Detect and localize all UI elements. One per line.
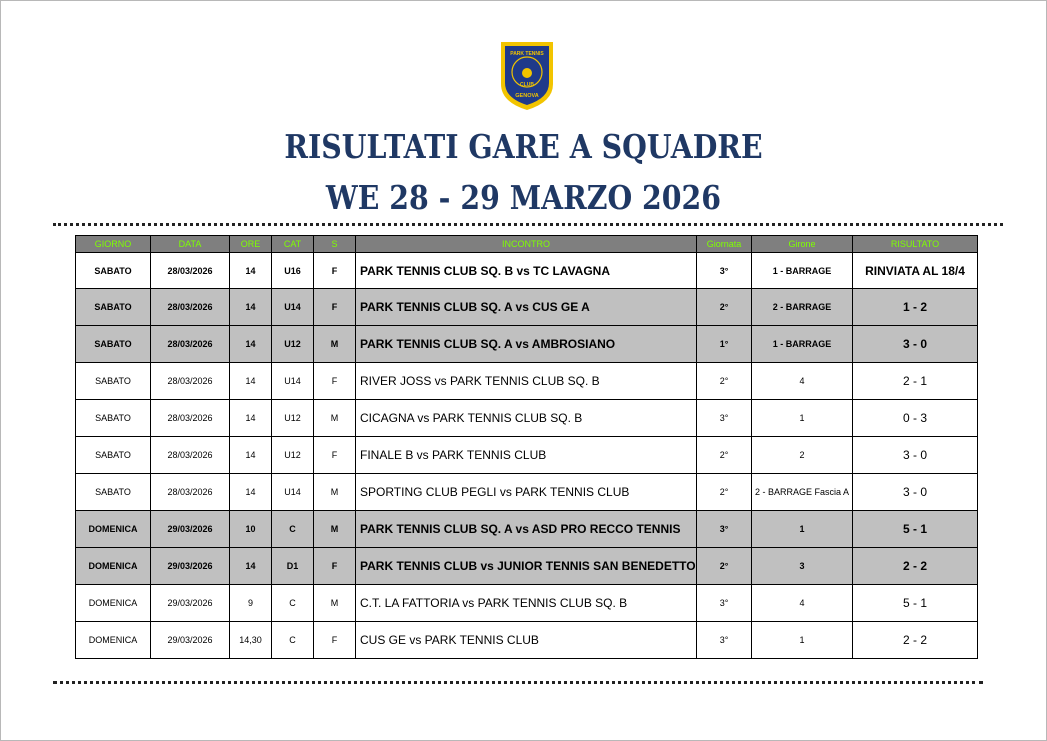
cell-incontro: PARK TENNIS CLUB SQ. A vs CUS GE A xyxy=(356,289,697,326)
cell-giornata: 2° xyxy=(697,474,752,511)
header-s: S xyxy=(314,236,356,253)
cell-girone: 4 xyxy=(752,585,853,622)
cell-girone: 2 - BARRAGE xyxy=(752,289,853,326)
cell-giornata: 3° xyxy=(697,511,752,548)
page-title: RISULTATI GARE A SQUADRE xyxy=(284,127,763,166)
cell-giornata: 2° xyxy=(697,363,752,400)
table-row xyxy=(76,585,978,622)
cell-incontro: PARK TENNIS CLUB SQ. B vs TC LAVAGNA xyxy=(356,253,697,289)
cell-risultato: 2 - 2 xyxy=(853,622,978,659)
cell-risultato: 3 - 0 xyxy=(853,474,978,511)
cell-sesso: M xyxy=(314,585,356,622)
cell-cat: U14 xyxy=(272,289,314,326)
header-risultato: RISULTATO xyxy=(853,236,978,253)
cell-giorno: SABATO xyxy=(76,400,151,437)
cell-girone: 4 xyxy=(752,363,853,400)
cell-sesso: F xyxy=(314,622,356,659)
cell-girone: 1 xyxy=(752,622,853,659)
dotted-divider-top xyxy=(53,223,1003,226)
cell-incontro: CICAGNA vs PARK TENNIS CLUB SQ. B xyxy=(356,400,697,437)
cell-sesso: F xyxy=(314,363,356,400)
table-row xyxy=(76,326,978,363)
cell-data: 28/03/2026 xyxy=(151,253,230,289)
cell-data: 28/03/2026 xyxy=(151,400,230,437)
cell-ore: 14 xyxy=(230,474,272,511)
cell-incontro: PARK TENNIS CLUB vs JUNIOR TENNIS SAN BENEDETTO xyxy=(356,548,697,585)
cell-cat: C xyxy=(272,622,314,659)
cell-risultato: 5 - 1 xyxy=(853,585,978,622)
cell-girone: 2 - BARRAGE Fascia A xyxy=(752,474,853,511)
cell-risultato: 1 - 2 xyxy=(853,289,978,326)
cell-data: 29/03/2026 xyxy=(151,548,230,585)
cell-ore: 14 xyxy=(230,548,272,585)
cell-sesso: F xyxy=(314,548,356,585)
cell-giornata: 2° xyxy=(697,289,752,326)
cell-incontro: PARK TENNIS CLUB SQ. A vs AMBROSIANO xyxy=(356,326,697,363)
cell-data: 28/03/2026 xyxy=(151,363,230,400)
cell-giornata: 3° xyxy=(697,585,752,622)
cell-cat: U12 xyxy=(272,326,314,363)
page-subtitle-date: WE 28 - 29 MARZO 2026 xyxy=(325,178,722,217)
table-row xyxy=(76,289,978,326)
header-incontro: INCONTRO xyxy=(356,236,697,253)
cell-incontro: CUS GE vs PARK TENNIS CLUB xyxy=(356,622,697,659)
dotted-divider-bottom xyxy=(53,681,983,684)
header-giorno: GIORNO xyxy=(76,236,151,253)
cell-cat: U14 xyxy=(272,474,314,511)
cell-girone: 1 xyxy=(752,400,853,437)
cell-giorno: SABATO xyxy=(76,289,151,326)
cell-sesso: M xyxy=(314,511,356,548)
cell-data: 29/03/2026 xyxy=(151,622,230,659)
cell-girone: 1 - BARRAGE xyxy=(752,253,853,289)
cell-sesso: M xyxy=(314,326,356,363)
cell-giornata: 1° xyxy=(697,326,752,363)
table-row xyxy=(76,622,978,659)
cell-giorno: SABATO xyxy=(76,363,151,400)
cell-incontro: FINALE B vs PARK TENNIS CLUB xyxy=(356,437,697,474)
cell-data: 28/03/2026 xyxy=(151,437,230,474)
cell-sesso: F xyxy=(314,437,356,474)
cell-ore: 9 xyxy=(230,585,272,622)
cell-cat: U12 xyxy=(272,437,314,474)
cell-ore: 14 xyxy=(230,400,272,437)
park-tennis-club-logo xyxy=(499,40,555,112)
cell-risultato: 5 - 1 xyxy=(853,511,978,548)
cell-incontro: C.T. LA FATTORIA vs PARK TENNIS CLUB SQ. B xyxy=(356,585,697,622)
cell-giornata: 3° xyxy=(697,400,752,437)
cell-cat: U16 xyxy=(272,253,314,289)
cell-incontro: SPORTING CLUB PEGLI vs PARK TENNIS CLUB xyxy=(356,474,697,511)
cell-incontro: PARK TENNIS CLUB SQ. A vs ASD PRO RECCO TENNIS xyxy=(356,511,697,548)
cell-ore: 14 xyxy=(230,253,272,289)
cell-giornata: 3° xyxy=(697,622,752,659)
cell-ore: 14 xyxy=(230,289,272,326)
cell-ore: 10 xyxy=(230,511,272,548)
cell-risultato: 2 - 1 xyxy=(853,363,978,400)
table-header-row xyxy=(76,236,978,253)
table-row xyxy=(76,363,978,400)
logo-text-top: PARK TENNIS xyxy=(510,51,544,57)
table-row xyxy=(76,437,978,474)
logo-text-mid: CLUB xyxy=(520,82,534,88)
cell-girone: 1 - BARRAGE xyxy=(752,326,853,363)
cell-cat: C xyxy=(272,585,314,622)
header-ore: ORE xyxy=(230,236,272,253)
header-girone: Girone xyxy=(752,236,853,253)
header-data: DATA xyxy=(151,236,230,253)
cell-giornata: 2° xyxy=(697,548,752,585)
table-row xyxy=(76,474,978,511)
cell-ore: 14 xyxy=(230,363,272,400)
cell-risultato: RINVIATA AL 18/4 xyxy=(853,253,978,289)
cell-girone: 2 xyxy=(752,437,853,474)
cell-ore: 14 xyxy=(230,326,272,363)
cell-data: 28/03/2026 xyxy=(151,474,230,511)
logo-text-bottom: GENOVA xyxy=(515,93,539,99)
results-table xyxy=(75,235,978,659)
header-giornata: Giornata xyxy=(697,236,752,253)
cell-data: 29/03/2026 xyxy=(151,511,230,548)
table-row xyxy=(76,511,978,548)
cell-giorno: DOMENICA xyxy=(76,622,151,659)
cell-giorno: SABATO xyxy=(76,326,151,363)
cell-giornata: 2° xyxy=(697,437,752,474)
table-row xyxy=(76,548,978,585)
cell-data: 29/03/2026 xyxy=(151,585,230,622)
cell-sesso: F xyxy=(314,253,356,289)
cell-girone: 3 xyxy=(752,548,853,585)
cell-cat: D1 xyxy=(272,548,314,585)
cell-girone: 1 xyxy=(752,511,853,548)
cell-giorno: SABATO xyxy=(76,253,151,289)
cell-data: 28/03/2026 xyxy=(151,289,230,326)
cell-sesso: F xyxy=(314,289,356,326)
table-row xyxy=(76,400,978,437)
cell-incontro: RIVER JOSS vs PARK TENNIS CLUB SQ. B xyxy=(356,363,697,400)
cell-giorno: SABATO xyxy=(76,437,151,474)
cell-cat: U12 xyxy=(272,400,314,437)
cell-risultato: 0 - 3 xyxy=(853,400,978,437)
cell-ore: 14,30 xyxy=(230,622,272,659)
cell-sesso: M xyxy=(314,474,356,511)
cell-risultato: 3 - 0 xyxy=(853,326,978,363)
cell-giorno: DOMENICA xyxy=(76,585,151,622)
cell-giorno: DOMENICA xyxy=(76,548,151,585)
cell-data: 28/03/2026 xyxy=(151,326,230,363)
cell-giorno: SABATO xyxy=(76,474,151,511)
cell-cat: U14 xyxy=(272,363,314,400)
cell-cat: C xyxy=(272,511,314,548)
header-cat: CAT xyxy=(272,236,314,253)
cell-giornata: 3° xyxy=(697,253,752,289)
cell-risultato: 2 - 2 xyxy=(853,548,978,585)
cell-ore: 14 xyxy=(230,437,272,474)
table-row xyxy=(76,253,978,289)
cell-giorno: DOMENICA xyxy=(76,511,151,548)
cell-sesso: M xyxy=(314,400,356,437)
cell-risultato: 3 - 0 xyxy=(853,437,978,474)
